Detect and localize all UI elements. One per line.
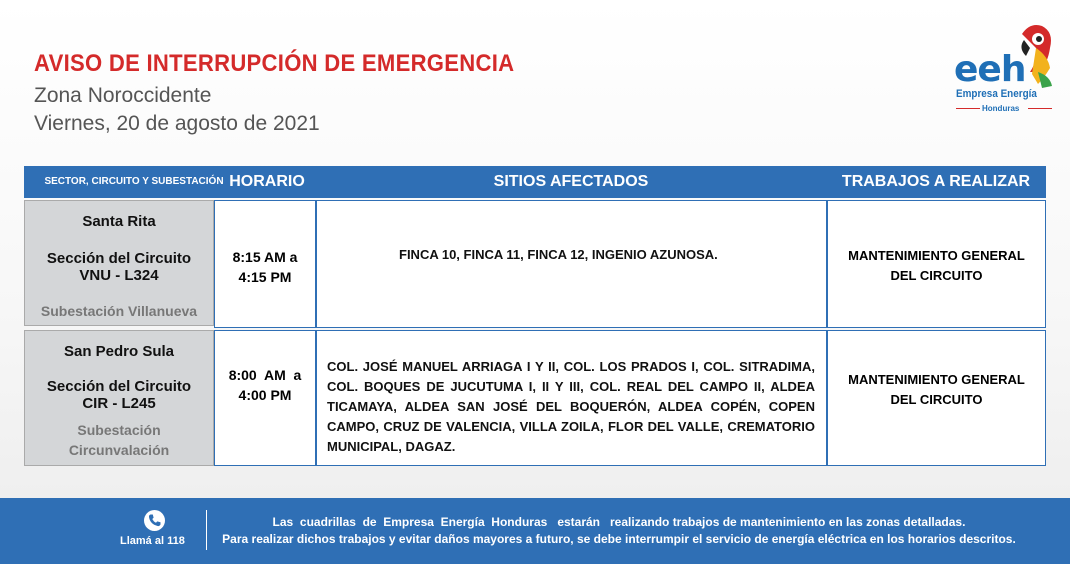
row-1-time-end: 4:15 PM xyxy=(238,269,292,285)
logo-rule-left xyxy=(956,108,980,109)
row-2-time-end: 4:00 PM xyxy=(238,387,292,403)
table-row-1-trabajos xyxy=(827,200,1046,328)
header-trabajos: TRABAJOS A REALIZAR xyxy=(841,173,1031,190)
phone-icon[interactable] xyxy=(144,510,165,531)
footer-bar xyxy=(0,498,1070,564)
logo-wordmark: eeh xyxy=(954,49,1026,90)
row-2-circuit: CIR - L245 xyxy=(82,395,156,412)
footer-message xyxy=(214,514,1024,548)
header-sitios: SITIOS AFECTADOS xyxy=(493,173,649,190)
footer-line-1: Las cuadrillas de Empresa Energía Honduras estarán realizando trabajos de mantenimiento en las zonas detalladas. xyxy=(272,515,966,529)
header-sector: SECTOR, CIRCUITO Y SUBESTACIÓN xyxy=(44,176,224,187)
notice-header xyxy=(34,50,556,136)
footer-line-2: Para realizar dichos trabajos y evitar daños mayores a futuro, se debe interrumpir el servicio de energía eléctrica en los horarios descritos. xyxy=(222,532,1016,546)
row-2-substation-line2: Circunvalación xyxy=(68,442,170,458)
table-row-2-trabajos xyxy=(827,330,1046,466)
table-row-1-sitios xyxy=(316,200,827,328)
row-1-substation: Subestación Villanueva xyxy=(40,303,198,319)
row-2-city: San Pedro Sula xyxy=(63,343,175,360)
row-2-time-start: 8:00 AM a xyxy=(228,367,302,383)
row-1-work-line2: DEL CIRCUITO xyxy=(890,268,983,283)
zone-label: Zona Noroccidente xyxy=(34,84,212,107)
logo-country: Honduras xyxy=(982,104,1020,113)
row-2-work-line1: MANTENIMIENTO GENERAL xyxy=(848,372,1025,387)
eeh-logo xyxy=(952,22,1056,118)
table-row-2-horario xyxy=(214,330,316,466)
table-row-1-sector xyxy=(24,200,214,326)
table-row-1-horario xyxy=(214,200,316,328)
header-horario: HORARIO xyxy=(229,173,305,190)
row-2-work-line2: DEL CIRCUITO xyxy=(890,392,983,407)
table-row-2-sitios xyxy=(316,330,827,466)
row-1-city: Santa Rita xyxy=(82,213,156,230)
row-1-circuit: VNU - L324 xyxy=(79,267,159,284)
phone-label: Llamá al 118 xyxy=(120,535,185,547)
date-label: Viernes, 20 de agosto de 2021 xyxy=(34,112,320,135)
table-header xyxy=(24,166,1046,198)
footer-divider xyxy=(206,510,207,550)
row-2-substation-line1: Subestación xyxy=(77,422,161,438)
logo-rule-right xyxy=(1028,108,1052,109)
row-1-time-start: 8:15 AM a xyxy=(232,249,298,265)
row-2-sites: COL. JOSÉ MANUEL ARRIAGA I Y II, COL. LOS PRADOS I, COL. SITRADIMA, COL. BOQUES DE JUCUTUMA I, II Y III, COL. REAL DEL CAMPO II, ALDEA TICAMAYA, ALDEA SAN JOSÉ DEL BOQUERÓN, ALDEA COPÉN, COPEN CAMPO, CRUZ DE VALENCIA, VILLA ZOILA, FLOR DEL VALLE, CREMATORIO MUNICIPAL, DAGAZ. xyxy=(327,359,815,454)
row-1-sites: FINCA 10, FINCA 11, FINCA 12, INGENIO AZUNOSA. xyxy=(399,247,718,262)
row-1-section: Sección del Circuito xyxy=(46,250,192,267)
table-row-2-sector xyxy=(24,330,214,466)
row-1-work-line1: MANTENIMIENTO GENERAL xyxy=(848,248,1025,263)
row-2-section: Sección del Circuito xyxy=(46,378,192,395)
logo-company-name: Empresa Energía xyxy=(956,88,1037,100)
notice-title: AVISO DE INTERRUPCIÓN DE EMERGENCIA xyxy=(34,50,515,77)
